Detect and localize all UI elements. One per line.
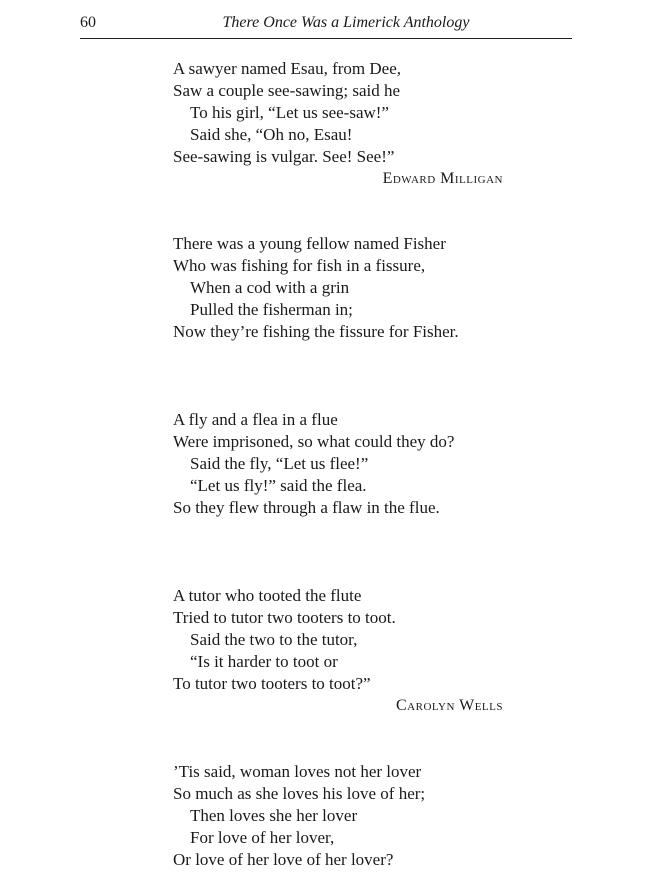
- poem-line: There was a young fellow named Fisher: [173, 234, 446, 253]
- poem-line: When a cod with a grin: [190, 278, 350, 297]
- poem-line: Then loves she her lover: [190, 806, 358, 825]
- poem-line: Were imprisoned, so what could they do?: [173, 432, 455, 451]
- limerick-5: [173, 761, 513, 871]
- poem-line: ’Tis said, woman loves not her lover: [173, 762, 422, 781]
- poem-author: Edward Milligan: [382, 170, 503, 187]
- poem-line: Who was fishing for fish in a fissure,: [173, 256, 426, 275]
- limerick-2: [173, 233, 513, 343]
- poem-line: To tutor two tooters to toot?”: [173, 674, 371, 693]
- poem-line: A tutor who tooted the flute: [173, 586, 362, 605]
- running-title: There Once Was a Limerick Anthology: [222, 14, 470, 31]
- poem-line: “Is it harder to toot or: [190, 652, 338, 671]
- poem-line: So they flew through a flaw in the flue.: [173, 498, 440, 517]
- page-number: 60: [80, 14, 96, 31]
- limerick-4: [173, 585, 513, 717]
- poem-line: For love of her lover,: [190, 828, 335, 847]
- poem-line: Said the two to the tutor,: [190, 630, 358, 649]
- poem-line: See-sawing is vulgar. See! See!”: [173, 147, 395, 166]
- poem-line: Said she, “Oh no, Esau!: [190, 125, 353, 144]
- poem-line: Tried to tutor two tooters to toot.: [173, 608, 396, 627]
- poem-line: Saw a couple see-sawing; said he: [173, 81, 401, 100]
- poem-line: Said the fly, “Let us flee!”: [190, 454, 369, 473]
- poem-line: “Let us fly!” said the flea.: [190, 476, 367, 495]
- poem-line: Now they’re fishing the fissure for Fisher.: [173, 322, 459, 341]
- running-head: [80, 12, 572, 39]
- poem-author: Carolyn Wells: [396, 697, 503, 714]
- limerick-3: [173, 409, 513, 519]
- limerick-1: [173, 58, 513, 190]
- poem-line: So much as she loves his love of her;: [173, 784, 426, 803]
- poem-line: Pulled the fisherman in;: [190, 300, 353, 319]
- poem-line: A fly and a flea in a flue: [173, 410, 338, 429]
- poem-line: To his girl, “Let us see-saw!”: [190, 103, 389, 122]
- poem-line: Or love of her love of her lover?: [173, 850, 394, 869]
- poem-line: A sawyer named Esau, from Dee,: [173, 59, 402, 78]
